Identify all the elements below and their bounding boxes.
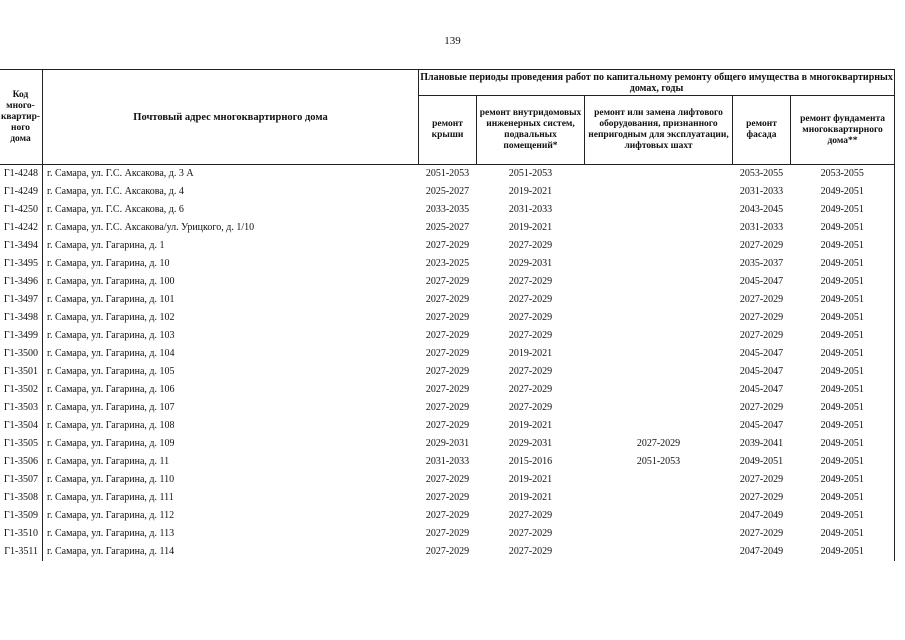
row-code: Г1-3506	[0, 453, 43, 471]
table-body	[0, 165, 895, 562]
row-roof: 2027-2029	[425, 474, 470, 485]
table-row	[0, 489, 895, 507]
row-code: Г1-3505	[0, 435, 43, 453]
row-code: Г1-3494	[0, 237, 43, 255]
row-address: г. Самара, ул. Гагарина, д. 110	[47, 474, 175, 485]
row-elevator	[585, 399, 733, 417]
row-foundation: 2049-2051	[791, 489, 895, 507]
row-foundation: 2049-2051	[791, 291, 895, 309]
row-elevator: 2051-2053	[636, 456, 681, 467]
row-roof: 2027-2029	[425, 366, 470, 377]
row-roof: 2027-2029	[425, 420, 470, 431]
row-code: Г1-3501	[0, 363, 43, 381]
row-address: г. Самара, ул. Гагарина, д. 10	[47, 258, 170, 269]
table-row	[0, 507, 895, 525]
row-address: г. Самара, ул. Г.С. Аксакова, д. 6	[47, 204, 184, 215]
row-systems: 2027-2029	[508, 510, 553, 521]
row-roof: 2027-2029	[425, 528, 470, 539]
row-foundation: 2049-2051	[791, 417, 895, 435]
row-address: г. Самара, ул. Гагарина, д. 106	[47, 384, 175, 395]
row-elevator	[585, 507, 733, 525]
row-facade: 2027-2029	[739, 528, 784, 539]
row-code: Г1-4248	[0, 165, 43, 184]
row-elevator	[585, 219, 733, 237]
row-code: Г1-3502	[0, 381, 43, 399]
row-facade: 2045-2047	[739, 366, 784, 377]
table-row	[0, 543, 895, 561]
header-foundation: ремонт фундамента многоквартирного дома**	[791, 96, 895, 165]
row-elevator	[585, 201, 733, 219]
table-row	[0, 471, 895, 489]
row-code: Г1-3510	[0, 525, 43, 543]
header-address: Почтовый адрес многоквартирного дома	[43, 70, 419, 165]
row-elevator	[585, 489, 733, 507]
header-systems: ремонт внутридомовых инженерных систем, подвальных помещений*	[477, 96, 585, 165]
row-facade: 2045-2047	[739, 420, 784, 431]
row-foundation: 2049-2051	[791, 525, 895, 543]
row-roof: 2027-2029	[425, 384, 470, 395]
capital-repair-table	[0, 69, 895, 561]
row-address: г. Самара, ул. Гагарина, д. 108	[47, 420, 175, 431]
row-address: г. Самара, ул. Гагарина, д. 112	[47, 510, 175, 521]
row-facade: 2035-2037	[739, 258, 784, 269]
row-address: г. Самара, ул. Гагарина, д. 103	[47, 330, 175, 341]
row-facade: 2045-2047	[739, 384, 784, 395]
table-row	[0, 291, 895, 309]
row-foundation: 2049-2051	[791, 219, 895, 237]
table-row	[0, 435, 895, 453]
row-systems: 2027-2029	[508, 528, 553, 539]
row-address: г. Самара, ул. Гагарина, д. 105	[47, 366, 175, 377]
header-roof: ремонт крыши	[419, 96, 477, 165]
row-address: г. Самара, ул. Гагарина, д. 104	[47, 348, 175, 359]
row-elevator	[585, 471, 733, 489]
row-roof: 2027-2029	[425, 510, 470, 521]
row-systems: 2015-2016	[508, 456, 553, 467]
row-code: Г1-4242	[0, 219, 43, 237]
row-address: г. Самара, ул. Гагарина, д. 100	[47, 276, 175, 287]
row-roof: 2027-2029	[425, 546, 470, 557]
row-address: г. Самара, ул. Г.С. Аксакова, д. 4	[47, 186, 184, 197]
row-address: г. Самара, ул. Гагарина, д. 101	[47, 294, 175, 305]
row-systems: 2027-2029	[508, 384, 553, 395]
table-row	[0, 237, 895, 255]
row-address: г. Самара, ул. Г.С. Аксакова/ул. Урицкого, д. 1/10	[47, 222, 255, 233]
row-elevator	[585, 255, 733, 273]
row-foundation: 2049-2051	[791, 471, 895, 489]
row-facade: 2027-2029	[739, 330, 784, 341]
row-foundation: 2049-2051	[791, 345, 895, 363]
table-row	[0, 309, 895, 327]
row-address: г. Самара, ул. Гагарина, д. 102	[47, 312, 175, 323]
row-code: Г1-3498	[0, 309, 43, 327]
row-systems: 2029-2031	[508, 438, 553, 449]
row-facade: 2027-2029	[739, 312, 784, 323]
row-address: г. Самара, ул. Гагарина, д. 114	[47, 546, 175, 557]
row-elevator	[585, 417, 733, 435]
row-foundation: 2049-2051	[791, 507, 895, 525]
row-elevator	[585, 525, 733, 543]
row-roof: 2025-2027	[425, 186, 470, 197]
row-roof: 2023-2025	[425, 258, 470, 269]
row-systems: 2027-2029	[508, 402, 553, 413]
row-facade: 2045-2047	[739, 276, 784, 287]
row-foundation: 2049-2051	[791, 381, 895, 399]
table-row	[0, 417, 895, 435]
table-row	[0, 273, 895, 291]
row-facade: 2053-2055	[733, 165, 791, 184]
row-foundation: 2049-2051	[791, 255, 895, 273]
row-elevator	[585, 291, 733, 309]
row-address: г. Самара, ул. Гагарина, д. 1	[47, 240, 165, 251]
row-systems: 2019-2021	[508, 420, 553, 431]
row-code: Г1-3508	[0, 489, 43, 507]
row-facade: 2027-2029	[739, 240, 784, 251]
table-row	[0, 525, 895, 543]
row-facade: 2049-2051	[739, 456, 784, 467]
row-facade: 2047-2049	[739, 510, 784, 521]
row-systems: 2019-2021	[508, 222, 553, 233]
row-foundation: 2049-2051	[791, 183, 895, 201]
row-roof: 2027-2029	[425, 492, 470, 503]
row-facade: 2031-2033	[739, 222, 784, 233]
row-address: г. Самара, ул. Гагарина, д. 111	[47, 492, 174, 503]
row-foundation: 2049-2051	[791, 435, 895, 453]
row-roof: 2027-2029	[425, 330, 470, 341]
row-code: Г1-3495	[0, 255, 43, 273]
row-facade: 2039-2041	[739, 438, 784, 449]
row-code: Г1-3503	[0, 399, 43, 417]
table-row	[0, 399, 895, 417]
header-periods-group: Плановые периоды проведения работ по капитальному ремонту общего имущества в многоквартирных домах, годы	[420, 71, 893, 94]
table-row	[0, 453, 895, 471]
row-elevator	[585, 381, 733, 399]
row-facade: 2043-2045	[739, 204, 784, 215]
row-facade: 2027-2029	[739, 492, 784, 503]
row-elevator	[585, 363, 733, 381]
row-code: Г1-4250	[0, 201, 43, 219]
row-roof: 2027-2029	[425, 348, 470, 359]
row-code: Г1-3507	[0, 471, 43, 489]
row-roof: 2025-2027	[425, 222, 470, 233]
row-systems: 2027-2029	[508, 366, 553, 377]
table-row	[0, 165, 895, 184]
row-elevator	[585, 327, 733, 345]
row-roof: 2029-2031	[425, 438, 470, 449]
row-systems: 2019-2021	[508, 186, 553, 197]
row-elevator	[585, 345, 733, 363]
row-foundation: 2049-2051	[791, 453, 895, 471]
row-facade: 2027-2029	[739, 474, 784, 485]
row-address: г. Самара, ул. Гагарина, д. 11	[47, 456, 170, 467]
row-code: Г1-3511	[0, 543, 43, 561]
row-roof: 2027-2029	[425, 312, 470, 323]
row-foundation: 2049-2051	[791, 201, 895, 219]
row-elevator	[585, 183, 733, 201]
row-code: Г1-3500	[0, 345, 43, 363]
table-row	[0, 201, 895, 219]
row-elevator	[585, 309, 733, 327]
row-elevator	[585, 165, 733, 184]
row-roof: 2031-2033	[425, 456, 470, 467]
header-code: Код много-квартир-ного дома	[0, 70, 43, 165]
row-foundation: 2049-2051	[791, 543, 895, 561]
row-facade: 2047-2049	[739, 546, 784, 557]
row-code: Г1-3499	[0, 327, 43, 345]
row-code: Г1-3509	[0, 507, 43, 525]
row-address: г. Самара, ул. Гагарина, д. 109	[47, 438, 175, 449]
row-systems: 2027-2029	[508, 294, 553, 305]
table-row	[0, 255, 895, 273]
row-systems: 2027-2029	[508, 330, 553, 341]
table-row	[0, 327, 895, 345]
row-roof: 2027-2029	[425, 276, 470, 287]
row-foundation: 2049-2051	[791, 363, 895, 381]
row-systems: 2031-2033	[508, 204, 553, 215]
row-systems: 2027-2029	[508, 276, 553, 287]
row-foundation: 2049-2051	[791, 327, 895, 345]
row-systems: 2019-2021	[508, 492, 553, 503]
row-roof: 2051-2053	[419, 165, 477, 184]
row-roof: 2027-2029	[425, 294, 470, 305]
row-systems: 2019-2021	[508, 474, 553, 485]
row-code: Г1-3496	[0, 273, 43, 291]
row-elevator: 2027-2029	[636, 438, 681, 449]
row-foundation: 2049-2051	[791, 237, 895, 255]
row-systems: 2019-2021	[508, 348, 553, 359]
row-roof: 2027-2029	[425, 402, 470, 413]
row-elevator	[585, 273, 733, 291]
row-elevator	[585, 237, 733, 255]
row-facade: 2031-2033	[739, 186, 784, 197]
header-elevator: ремонт или замена лифтового оборудования, признанного непригодным для эксплуатации, лифтовых шахт	[585, 96, 733, 165]
row-roof: 2027-2029	[425, 240, 470, 251]
row-foundation: 2049-2051	[791, 273, 895, 291]
row-roof: 2033-2035	[425, 204, 470, 215]
row-systems: 2027-2029	[508, 240, 553, 251]
row-facade: 2027-2029	[739, 402, 784, 413]
row-address: г. Самара, ул. Гагарина, д. 107	[47, 402, 175, 413]
row-systems: 2027-2029	[508, 312, 553, 323]
table-row	[0, 345, 895, 363]
row-code: Г1-4249	[0, 183, 43, 201]
header-facade: ремонт фасада	[733, 96, 791, 165]
row-foundation: 2049-2051	[791, 309, 895, 327]
row-code: Г1-3504	[0, 417, 43, 435]
row-foundation: 2049-2051	[791, 399, 895, 417]
row-foundation: 2053-2055	[791, 165, 895, 184]
row-address: г. Самара, ул. Гагарина, д. 113	[47, 528, 175, 539]
row-facade: 2045-2047	[739, 348, 784, 359]
row-systems: 2029-2031	[508, 258, 553, 269]
table-header	[0, 70, 895, 165]
row-elevator	[585, 543, 733, 561]
row-facade: 2027-2029	[739, 294, 784, 305]
table-row	[0, 219, 895, 237]
row-address: г. Самара, ул. Г.С. Аксакова, д. 3 А	[43, 165, 419, 184]
table-row	[0, 363, 895, 381]
table-row	[0, 183, 895, 201]
page-number: 139	[444, 35, 461, 47]
table-row	[0, 381, 895, 399]
row-systems: 2051-2053	[477, 165, 585, 184]
row-systems: 2027-2029	[508, 546, 553, 557]
row-code: Г1-3497	[0, 291, 43, 309]
